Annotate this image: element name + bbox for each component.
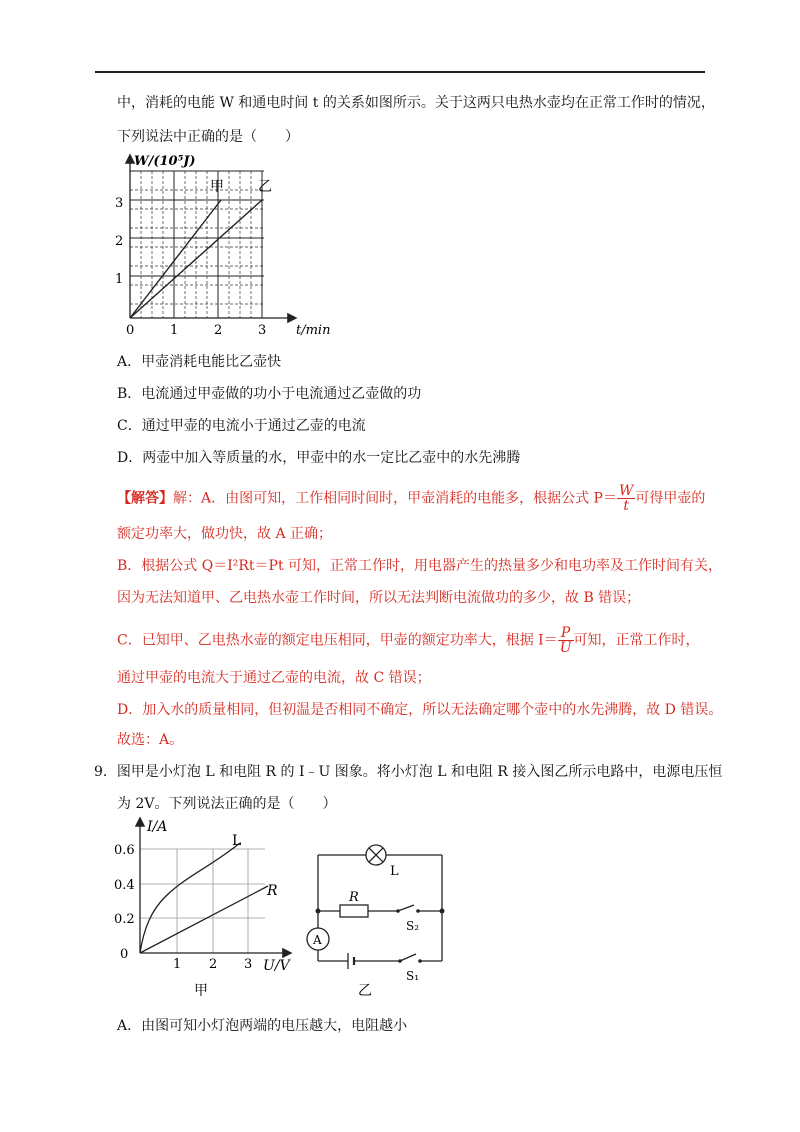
circuit-lamp-label: L xyxy=(390,864,399,879)
y-tick-2: 2 xyxy=(115,234,124,249)
answer-line1 xyxy=(117,484,705,513)
circuit-caption-yi: 乙 xyxy=(358,983,372,999)
q9-stem-line1: 9．图甲是小灯泡 L 和电阻 R 的 I﹣U 图象。将小灯泡 L 和电阻 R 接入图乙所示电路中，电源电压恒 xyxy=(94,764,723,780)
q8-option-c: C．通过甲壶的电流小于通过乙壶的电流 xyxy=(117,418,366,434)
iu-x-tick-3: 3 xyxy=(244,957,253,972)
iu-x-tick-2: 2 xyxy=(209,957,218,972)
iu-y-tick-0: 0 xyxy=(120,947,129,962)
answer-line4: 因为无法知道甲、乙电热水壶工作时间，所以无法判断电流做功的多少，故 B 错误； xyxy=(117,590,641,606)
q9-stem-line2: 为 2V。下列说法正确的是（ ） xyxy=(117,796,337,812)
q8-stem-line1: 中，消耗的电能 W 和通电时间 t 的关系如图所示。关于这两只电热水壶均在正常工作时的情况， xyxy=(117,95,715,111)
series-label-yi: 乙 xyxy=(258,179,272,195)
q9-option-a: A．由图可知小灯泡两端的电压越大，电阻越小 xyxy=(117,1018,408,1034)
iu-y-tick-04: 0.4 xyxy=(114,878,135,893)
x-tick-2: 2 xyxy=(214,323,223,338)
fraction-w-over-t: $\frac{W}{t}$ xyxy=(618,483,634,514)
iu-y-tick-02: 0.2 xyxy=(114,912,135,927)
y-axis-label: W/(10⁵J) xyxy=(134,154,196,169)
iu-y-label: I/A xyxy=(147,819,168,835)
curve-l-label: L xyxy=(232,833,242,849)
q9-circuit-diagram xyxy=(300,840,460,1000)
fraction-p-over-u: $\frac{P}{U}$ xyxy=(559,625,572,656)
curve-r xyxy=(140,886,268,953)
series-label-jia: 甲 xyxy=(210,179,224,195)
answer-line5-end: 可知，正常工作时， xyxy=(573,632,700,649)
iu-x-label: U/V xyxy=(263,958,290,974)
answer-line1-text: 解：A．由图可知，工作相同时间时，甲壶消耗的电能多，根据公式 P＝ xyxy=(173,490,617,507)
answer-line1-end: 可得甲壶的 xyxy=(635,490,706,507)
y-tick-3: 3 xyxy=(115,196,124,211)
answer-line2: 额定功率大，做功快，故 A 正确； xyxy=(117,526,333,542)
curve-r-label: R xyxy=(267,883,278,899)
header-rule xyxy=(95,71,705,73)
q8-option-a: A．甲壶消耗电能比乙壶快 xyxy=(117,354,282,370)
q9-iu-graph xyxy=(110,815,310,1005)
answer-line3: B．根据公式 Q＝I²Rt＝Pt 可知，正常工作时，用电器产生的热量多少和电功率及工作时间有关， xyxy=(117,558,723,574)
circuit-s1-label: S₁ xyxy=(406,969,420,983)
x-tick-0: 0 xyxy=(126,323,135,338)
answer-line5-text: C．已知甲、乙电热水壶的额定电压相同，甲壶的额定功率大，根据 I＝ xyxy=(117,632,558,649)
line-jia xyxy=(130,200,221,318)
q8-option-d: D．两壶中加入等质量的水，甲壶中的水一定比乙壶中的水先沸腾 xyxy=(117,450,521,466)
x-axis-label: t/min xyxy=(296,323,331,338)
graph-caption-jia: 甲 xyxy=(194,983,208,999)
iu-y-tick-06: 0.6 xyxy=(114,843,135,858)
curve-l xyxy=(140,843,240,953)
q8-stem-line2: 下列说法中正确的是（ ） xyxy=(117,129,299,145)
answer-tag: 【解答】 xyxy=(117,490,173,507)
answer-line8: 故选：A。 xyxy=(117,732,184,748)
circuit-s2-label: S₂ xyxy=(406,919,420,933)
answer-line5 xyxy=(117,626,700,655)
answer-line7: D．加入水的质量相同，但初温是否相同不确定，所以无法确定哪个壶中的水先沸腾，故 D 错误。 xyxy=(117,702,723,718)
circuit-resistor-label: R xyxy=(349,890,359,905)
circuit-ammeter-label: A xyxy=(313,933,322,947)
answer-line6: 通过甲壶的电流大于通过乙壶的电流，故 C 错误； xyxy=(117,670,431,686)
x-tick-3: 3 xyxy=(258,323,267,338)
q8-energy-time-graph xyxy=(110,150,350,345)
y-tick-1: 1 xyxy=(115,272,124,287)
x-tick-1: 1 xyxy=(170,323,179,338)
iu-x-tick-1: 1 xyxy=(173,957,182,972)
q8-option-b: B．电流通过甲壶做的功小于电流通过乙壶做的功 xyxy=(117,386,422,402)
